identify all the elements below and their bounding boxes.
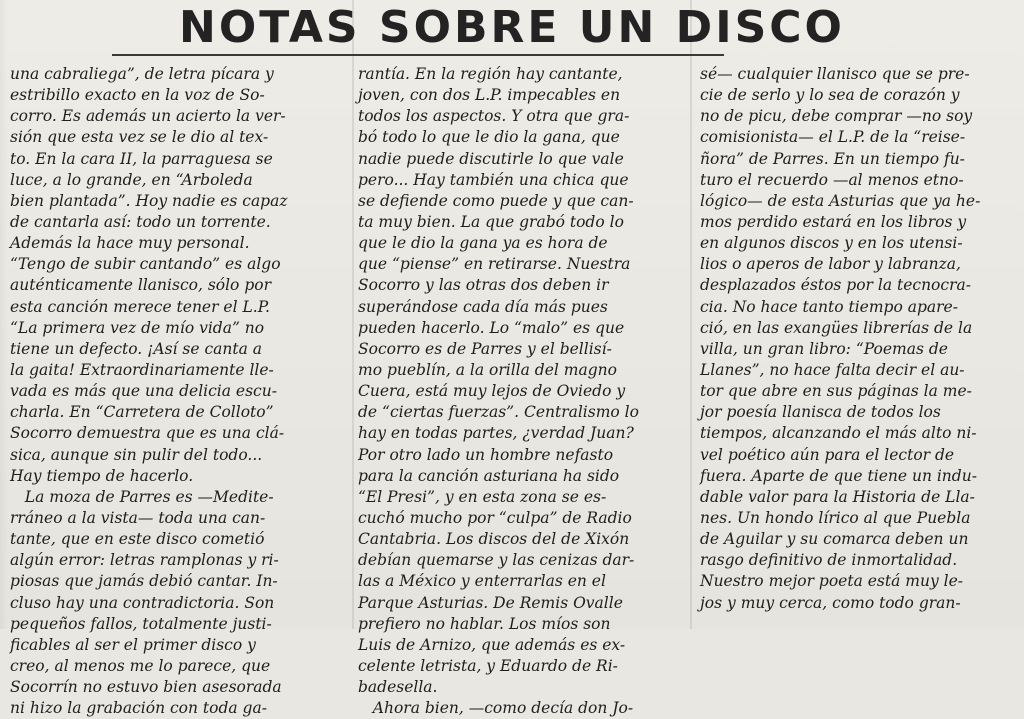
text-line: ficables al ser el primer disco y — [10, 635, 256, 654]
text-line: pequeños fallos, totalmente justi- — [10, 614, 272, 633]
text-line: corro. Es además un acierto la ver- — [10, 107, 286, 126]
text-line: celente letrista, y Eduardo de Ri- — [358, 656, 618, 675]
text-line: ni hizo la grabación con toda ga- — [10, 699, 267, 718]
text-line: Socorrín no estuvo bien asesorada — [10, 678, 282, 697]
text-line: sé— cualquier llanisco que se pre- — [700, 65, 970, 83]
text-line: sica, aunque sin pulir del todo... — [10, 445, 263, 464]
text-line: que “piense” en retirarse. Nuestra — [358, 255, 631, 274]
text-line: luce, a lo grande, en “Arboleda — [10, 170, 253, 189]
text-line: tante, que en este disco cometió — [10, 530, 265, 549]
text-line: ció, en las exangües librerías de la — [700, 318, 973, 337]
text-line: “Tengo de subir cantando” es algo — [10, 255, 281, 274]
text-line: turo el recuerdo —al menos etno- — [700, 170, 964, 189]
text-line: villa, un gran libro: “Poemas de — [700, 339, 948, 358]
text-line: no de picu, debe comprar —no soy — [700, 107, 973, 126]
text-line: pero... Hay también una chica que — [358, 170, 629, 189]
article-title: NOTAS SOBRE UN DISCO — [179, 2, 845, 53]
text-line: bien plantada”. Hoy nadie es capaz — [10, 191, 288, 210]
text-line: de cantarla así: todo un torrente. — [10, 212, 271, 231]
text-line: lios o aperos de labor y labranza, — [700, 255, 961, 274]
text-line: bó todo lo que le dio la gana, que — [358, 128, 620, 147]
column-fold-right — [690, 0, 692, 629]
text-line: piosas que jamás debió cantar. In- — [10, 572, 278, 591]
text-line: Hay tiempo de hacerlo. — [10, 466, 194, 485]
text-line: pueden hacerlo. Lo “malo” es que — [358, 318, 625, 337]
text-line: Ahora bien, —como decía don Jo- — [358, 699, 634, 718]
text-line: nes. Un hondo lírico al que Puebla — [700, 508, 971, 527]
text-line: joven, con dos L.P. impecables en — [358, 86, 621, 105]
text-line: Cantabria. Los discos del de Xixón — [358, 530, 630, 549]
column-fold-left — [352, 0, 354, 629]
text-line: La moza de Parres es —Medite- — [10, 487, 274, 506]
text-line: lógico— de esta Asturias que ya he- — [700, 191, 981, 210]
text-line: una cabraliega”, de letra pícara y — [10, 65, 274, 83]
text-line: se defiende como puede y que can- — [358, 191, 634, 210]
text-line: de “ciertas fuerzas”. Centralismo lo — [358, 403, 639, 422]
text-line: badesella. — [358, 678, 438, 697]
text-line: Socorro y las otras dos deben ir — [358, 276, 609, 295]
text-line: hay en todas partes, ¿verdad Juan? — [358, 424, 634, 443]
text-line: Por otro lado un hombre nefasto — [358, 445, 614, 464]
text-line: la gaita! Extraordinariamente lle- — [10, 360, 274, 379]
text-line: jor poesía llanisca de todos los — [700, 403, 941, 422]
text-line: “El Presi”, y en esta zona se es- — [358, 487, 607, 506]
text-line: Llanes”, no hace falta decir el au- — [700, 360, 965, 379]
text-line: mo pueblín, a la orilla del magno — [358, 360, 617, 379]
article-column-2 — [358, 64, 678, 719]
text-line: creo, al menos me lo parece, que — [10, 656, 271, 675]
text-line: vada es más que una delicia escu- — [10, 382, 277, 401]
text-line: de Aguilar y su comarca deben un — [700, 530, 969, 549]
text-line: dable valor para la Historia de Lla- — [700, 487, 975, 506]
text-line: auténticamente llanisco, sólo por — [10, 276, 271, 295]
text-line: jos y muy cerca, como todo gran- — [700, 593, 961, 612]
text-line: rráneo a la vista— toda una can- — [10, 508, 266, 527]
text-line: desplazados éstos por la tecnocra- — [700, 276, 971, 295]
text-line: cie de serlo y lo sea de corazón y — [700, 86, 960, 105]
text-line: mos perdido estará en los libros y — [700, 212, 967, 231]
text-line: tiempos, alcanzando el más alto ni- — [700, 424, 977, 443]
text-line: sión que esta vez se le dio al tex- — [10, 128, 269, 147]
text-line: Cuera, está muy lejos de Oviedo y — [358, 382, 626, 401]
text-line: charla. En “Carretera de Colloto” — [10, 403, 274, 422]
text-line: en algunos discos y en los utensi- — [700, 234, 963, 253]
text-line: debían quemarse y las cenizas dar- — [358, 551, 635, 570]
text-line: algún error: letras ramplonas y ri- — [10, 551, 279, 570]
text-line: las a México y enterrarlas en el — [358, 572, 606, 591]
text-line: to. En la cara II, la parraguesa se — [10, 149, 273, 168]
text-line: “La primera vez de mío vida” no — [10, 318, 265, 337]
text-line: rasgo definitivo de inmortalidad. — [700, 551, 958, 570]
text-line: estribillo exacto en la voz de So- — [10, 86, 265, 105]
text-line: Socorro es de Parres y el bellisí- — [358, 339, 612, 358]
text-line: superándose cada día más pues — [358, 297, 608, 316]
text-line: Parque Asturias. De Remis Ovalle — [358, 593, 623, 612]
text-line: que le dio la gana ya es hora de — [358, 234, 608, 253]
article-column-1 — [10, 64, 332, 719]
text-line: prefiero no hablar. Los míos son — [358, 614, 611, 633]
text-line: todos los aspectos. Y otra que gra- — [358, 107, 630, 126]
text-line: ta muy bien. La que grabó todo lo — [358, 212, 624, 231]
text-line: Además la hace muy personal. — [10, 234, 250, 253]
text-line: tiene un defecto. ¡Así se canta a — [10, 339, 263, 358]
text-line: cuchó mucho por “culpa” de Radio — [358, 508, 632, 527]
text-line: cluso hay una contradictoria. Son — [10, 593, 275, 612]
text-line: nadie puede discutirle lo que vale — [358, 149, 624, 168]
text-line: cia. No hace tanto tiempo apare- — [700, 297, 958, 316]
text-line: vel poético aún para el lector de — [700, 445, 955, 464]
text-line: para la canción asturiana ha sido — [358, 466, 620, 485]
text-line: comisionista— el L.P. de la “reise- — [700, 128, 966, 147]
text-line: Nuestro mejor poeta está muy le- — [700, 572, 963, 591]
text-line: tor que abre en sus páginas la me- — [700, 382, 972, 401]
text-line: rantía. En la región hay cantante, — [358, 65, 623, 83]
text-line: Luis de Arnizo, que además es ex- — [358, 635, 626, 654]
text-line: fuera. Aparte de que tiene un indu- — [700, 466, 977, 485]
title-underline — [112, 54, 724, 56]
article-column-3 — [700, 64, 1020, 614]
text-line: ñora” de Parres. En un tiempo fu- — [700, 149, 965, 168]
text-line: esta canción merece tener el L.P. — [10, 297, 270, 316]
text-line: Socorro demuestra que es una clá- — [10, 424, 285, 443]
